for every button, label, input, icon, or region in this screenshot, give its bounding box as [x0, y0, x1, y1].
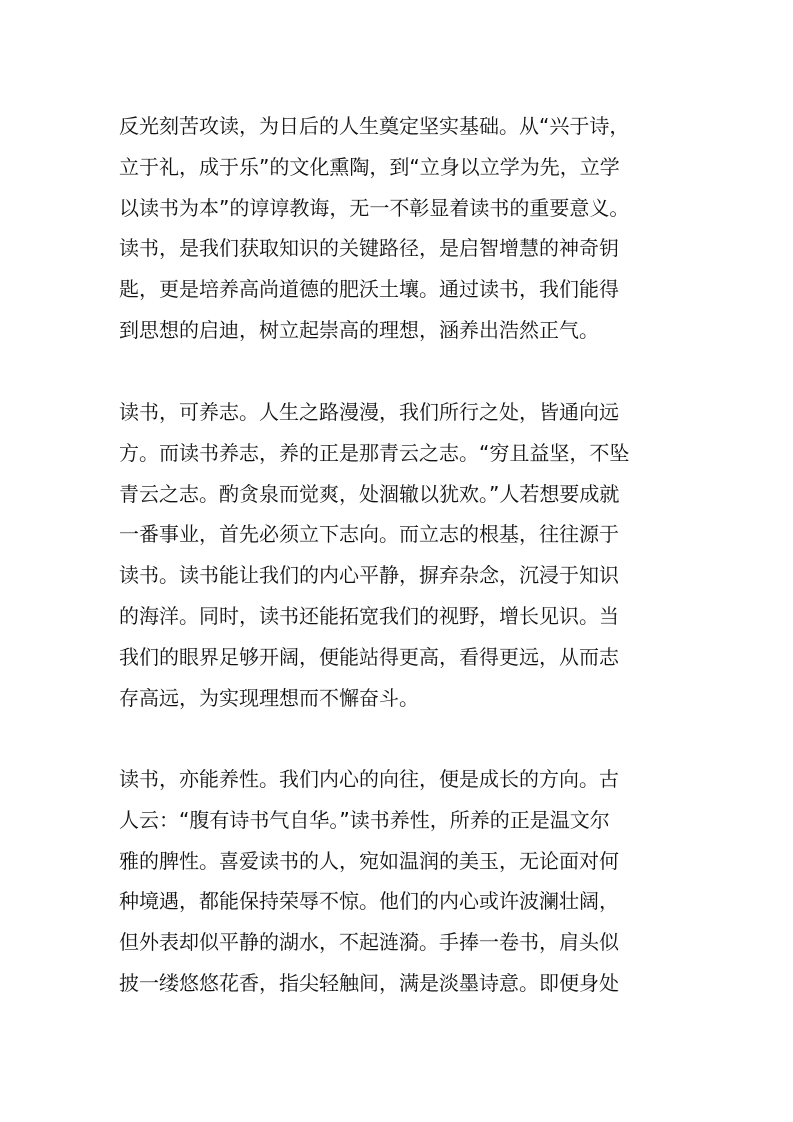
paragraph-1: [119, 106, 679, 351]
text-line: 的海洋。同时，读书还能拓宽我们的视野，增长见识。当: [119, 603, 619, 628]
text-line: 读书，亦能养性。我们内心的向往，便是成长的方向。古: [119, 767, 619, 791]
text-line: 种境遇，都能保持荣辱不惊。他们的内心或许波澜壮阔，: [119, 889, 619, 914]
text-line: 反光刻苦攻读，为日后的人生奠定坚实基础。从“兴于诗，: [119, 114, 630, 138]
text-line: 读书，是我们获取知识的关键路径，是启智增慧的神奇钥: [119, 236, 619, 261]
text-line: 人云：“腹有诗书气自华。”读书养性，所养的正是温文尔: [119, 807, 610, 832]
text-line: 存高远，为实现理想而不懈奋斗。: [119, 685, 419, 710]
text-line: 但外表却似平静的湖水，不起涟漪。手捧一卷书，肩头似: [119, 930, 619, 955]
text-line: 匙，更是培养高尚道德的肥沃土壤。通过读书，我们能得: [119, 277, 619, 302]
text-line: 读书。读书能让我们的内心平静，摒弃杂念，沉浸于知识: [119, 563, 619, 588]
text-line: 立于礼，成于乐”的文化熏陶，到“立身以立学为先，立学: [119, 154, 620, 179]
text-line: 一番事业，首先必须立下志向。而立志的根基，往往源于: [119, 522, 619, 547]
text-line: 雅的脾性。喜爱读书的人，宛如温润的美玉，无论面对何: [119, 848, 619, 873]
text-line: 以读书为本”的谆谆教诲，无一不彰显着读书的重要意义。: [119, 195, 630, 220]
text-line: 到思想的启迪，树立起崇高的理想，涵养出浩然正气。: [119, 317, 599, 342]
text-line: 方。而读书养志，养的正是那青云之志。“穷且益坚，不坠: [119, 440, 630, 465]
text-line: 读书，可养志。人生之路漫漫，我们所行之处，皆通向远: [119, 400, 619, 424]
text-line: 披一缕悠悠花香，指尖轻触间，满是淡墨诗意。即便身处: [119, 970, 619, 995]
paragraph-3: [119, 759, 679, 1004]
text-line: 青云之志。酌贪泉而觉爽，处涸辙以犹欢。”人若想要成就: [119, 481, 620, 506]
paragraph-2: [119, 392, 679, 718]
text-line: 我们的眼界足够开阔，便能站得更高，看得更远，从而志: [119, 644, 619, 669]
